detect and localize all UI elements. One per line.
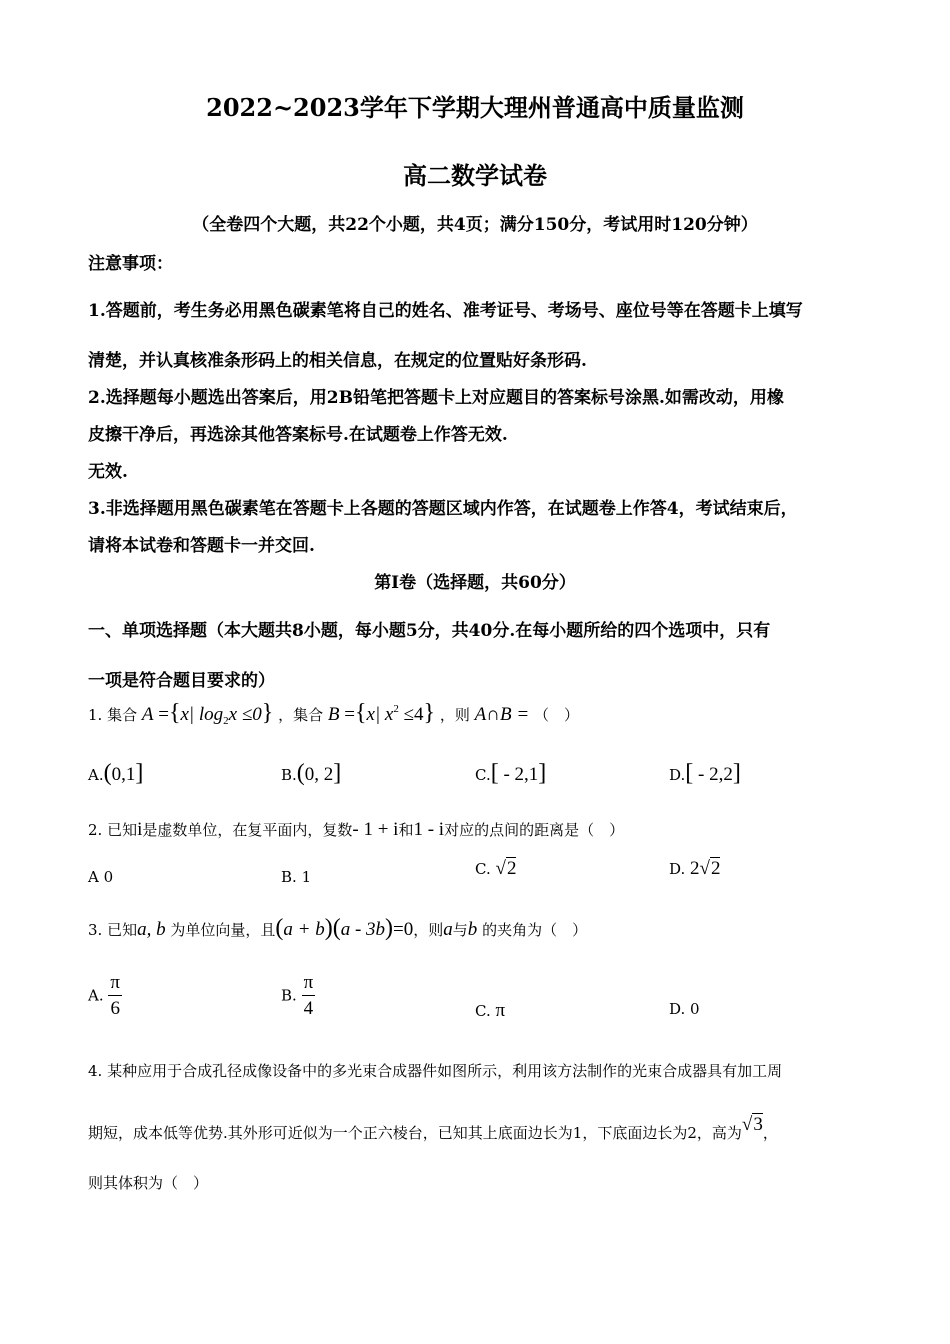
q1-option-c: C.[ - 2,1]: [475, 760, 547, 786]
q3-option-d: D. 0: [669, 1000, 700, 1018]
q1-set-a-body: x| log: [180, 704, 224, 725]
q1-prefix: 1. 集合: [88, 706, 138, 724]
q3-expr-a: a + b: [283, 919, 325, 940]
q3-var-a: a: [443, 919, 453, 940]
q1-set-b-rest: ≤4: [398, 704, 424, 725]
q3-prefix: 3. 已知: [88, 921, 138, 939]
q3-expr-eq: =0: [393, 919, 414, 940]
question-4-line-2: 期短，成本低等优势.其外形可近似为一个正六棱台，已知其上底面边长为1，下底面边长为2，高为√3，: [88, 1114, 778, 1142]
exam-title: 2022~2023学年下学期大理州普通高中质量监测: [206, 93, 744, 122]
q1-then: ，则: [439, 706, 470, 724]
part1-heading: 第Ⅰ卷（选择题，共60分）: [374, 573, 576, 593]
exam-info: （全卷四个大题，共22个小题，共4页；满分150分，考试用时120分钟）: [192, 215, 758, 235]
notice-item-2: 2.选择题每小题选出答案后，用2B铅笔把答题卡上对应题目的答案标号涂黑.如需改动，用橡: [88, 388, 784, 408]
q2-option-c: C. √2: [475, 858, 517, 879]
q2-text-1: 是虚数单位，在复平面内，复数: [142, 821, 353, 839]
question-2: [88, 819, 624, 841]
q2-imag-unit: i: [137, 819, 143, 840]
exam-subtitle: 高二数学试卷: [403, 161, 547, 190]
notice-item-3: 3.非选择题用黑色碳素笔在答题卡上各题的答题区域内作答，在试题卷上作答4，考试结束后，: [88, 499, 798, 519]
q3-vars: a, b: [137, 919, 166, 940]
question-1: 1. 集合 A ={x| $\log_2x \le 0$} ，集合 B ={x| $x^2 \le 4$} ，则 A∩B = （ ）: [88, 700, 579, 727]
q3-text-2: ，则: [413, 921, 444, 939]
q3-text-3: 与: [452, 921, 468, 939]
q1-set-a-sub: 2: [223, 715, 229, 727]
q1-option-a: A.(0,1]: [88, 760, 144, 786]
q1-set-b-var: B: [327, 704, 340, 725]
q2-option-d: D. 2√2: [669, 858, 721, 879]
question-4-line-3: 则其体积为（ ）: [88, 1174, 209, 1192]
q2-option-a: A 0: [88, 868, 114, 886]
section-heading: 一、单项选择题（本大题共8小题，每小题5分，共40分.在每小题所给的四个选项中，只有: [88, 621, 771, 641]
q3-text-1: 为单位向量，且: [170, 921, 276, 939]
q2-prefix: 2. 已知: [88, 821, 138, 839]
q1-set-b-body: x| x: [366, 704, 394, 725]
notice-item-1-cont: 清楚，并认真核准条形码上的相关信息，在规定的位置贴好条形码.: [88, 351, 587, 371]
q3-option-c: C. π: [475, 1000, 506, 1021]
notice-item-2-extra: 无效.: [88, 462, 128, 482]
q2-z1: - 1 + i: [352, 819, 399, 840]
q3-expr-b: a - 3b: [340, 919, 386, 940]
q2-text-2: 和: [398, 821, 414, 839]
question-4-line-1: 4. 某种应用于合成孔径成像设备中的多光束合成器件如图所示，利用该方法制作的光束合成器具有加工周: [88, 1062, 783, 1080]
q1-option-d: D.[ - 2,2]: [669, 760, 741, 786]
q1-option-b: B.(0, 2]: [281, 760, 342, 786]
q3-option-b: B. $\frac{\pi}{4}$: [281, 972, 314, 1019]
q1-set-a-rest: x ≤0: [228, 704, 262, 725]
q2-option-b: B. 1: [281, 868, 312, 886]
q1-mid: ，集合: [278, 706, 324, 724]
q1-answer-blank: （ ）: [533, 706, 579, 724]
q3-var-b: b: [467, 919, 478, 940]
question-3: 3. 已知a, b 为单位向量，且(a + b)(a - 3b)=0，则a与b 的夹角为（ ）: [88, 915, 588, 941]
q1-set-b-sup: 2: [393, 703, 399, 715]
section-heading-cont: 一项是符合题目要求的）: [88, 671, 275, 691]
notice-heading: 注意事项：: [88, 254, 173, 274]
q2-text-3: 对应的点间的距离是（ ）: [444, 821, 625, 839]
q1-expression: A∩B =: [474, 704, 530, 725]
notice-item-1: 1.答题前，考生务必用黑色碳素笔将自己的姓名、准考证号、考场号、座位号等在答题卡上填写: [88, 301, 803, 321]
q2-z2: 1 - i: [413, 819, 445, 840]
q3-text-4: 的夹角为（ ）: [482, 921, 588, 939]
notice-item-2-cont: 皮擦干净后，再选涂其他答案标号.在试题卷上作答无效.: [88, 425, 508, 445]
q1-set-a-var: A: [141, 704, 154, 725]
q3-option-a: A. $\frac{\pi}{6}$: [88, 972, 120, 1019]
notice-item-3-cont: 请将本试卷和答题卡一并交回.: [88, 536, 315, 556]
